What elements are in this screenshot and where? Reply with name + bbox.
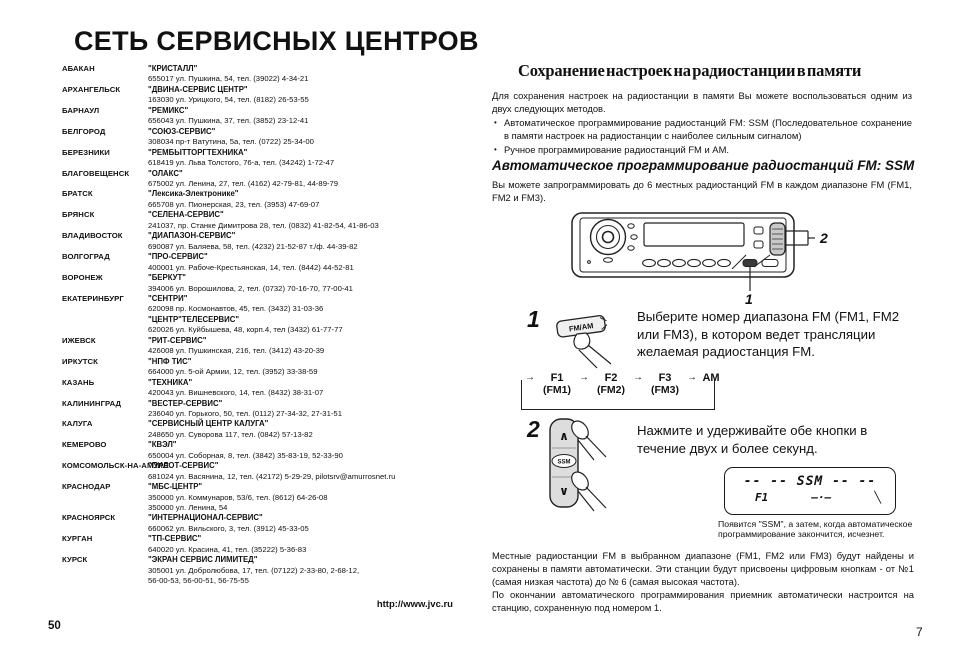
service-center-entries — [148, 294, 464, 336]
service-center-city: КЕМЕРОВО — [62, 440, 107, 450]
service-center-entries — [148, 461, 464, 482]
service-center-entries — [148, 127, 464, 148]
service-center-row — [62, 252, 464, 273]
service-center-name: "ДИАПАЗОН-СЕРВИС" — [148, 231, 236, 241]
service-center-address: 308034 пр-т Ватутина, 5а, тел. (0722) 25-34-00 — [148, 137, 314, 147]
service-center-entries — [148, 85, 464, 106]
band-cycle-row — [524, 372, 724, 396]
bullet-item — [492, 117, 912, 143]
service-center-name: "МБС-ЦЕНТР" — [148, 482, 203, 492]
website-url: http://www.jvc.ru — [376, 599, 453, 610]
service-center-entries — [148, 106, 464, 127]
service-center-address: 394006 ул. Ворошилова, 2, тел. (0732) 70-16-70, 77-00-41 — [148, 283, 353, 293]
step-2-text: Нажмите и удерживайте обе кнопки в течение двух и более секунд. — [637, 423, 868, 456]
service-center-address: 656043 ул. Пушкина, 37, тел. (3852) 23-12-41 — [148, 116, 309, 126]
lcd-frequency-dashes: —·— — [811, 491, 832, 504]
band-label: AM — [702, 372, 720, 384]
service-center-name: "ПИЛОТ-СЕРВИС" — [148, 461, 219, 471]
service-center-row — [62, 189, 464, 210]
band-sublabel: (FM3) — [651, 384, 679, 396]
service-center-city: АРХАНГЕЛЬСК — [62, 84, 121, 94]
service-center-city: КУРГАН — [62, 534, 93, 544]
service-center-row — [62, 336, 464, 357]
service-center-address: 660062 ул. Вильского, 3, тел. (3912) 45-33-05 — [148, 523, 309, 533]
service-center-entries — [148, 148, 464, 169]
service-center-address: 400001 ул. Рабоче-Крестьянская, 14, тел. (8442) 44-52-81 — [148, 262, 354, 272]
service-center-row — [62, 273, 464, 294]
service-center-city: АБАКАН — [62, 64, 95, 73]
step-1-text: Выберите номер диапазона FM (FM1, FM2 или FM3), в котором ведет трансляции желаемая радиостанция FM. — [637, 309, 900, 360]
service-center-address: 655017 ул. Пушкина, 54, тел. (39022) 4-34-21 — [148, 74, 309, 84]
outro-paragraph: Местные радиостанции FM в выбранном диапазоне (FM1, FM2 или FM3) будут найдены и сохранены в памяти автоматически. Эти станции будут присвоены цифровым кнопкам - от №1 (самая низкая частота) до № 6 (самая высокая частота). — [492, 550, 914, 587]
service-center-entries — [148, 378, 464, 399]
lcd-corner-mark: ╲ — [874, 491, 881, 504]
outro-block — [492, 549, 914, 614]
service-center-row — [62, 169, 464, 190]
service-center-city: БЛАГОВЕЩЕНСК — [62, 168, 130, 178]
service-center-address: 350000 ул. Коммунаров, 53/6, тел. (8612) 64-26-08 — [148, 492, 328, 502]
band-cycle-diagram — [518, 372, 723, 412]
service-center-city: БРЯНСК — [62, 210, 95, 220]
subsection-title: Автоматическое программирование радиостанций FM: SSM — [492, 158, 915, 173]
page-number-left: 50 — [48, 620, 61, 632]
band-sublabel: (FM1) — [543, 384, 571, 396]
service-center-entries — [148, 336, 464, 357]
bullet-item — [492, 144, 912, 157]
service-center-city: ЕКАТЕРИНБУРГ — [62, 293, 124, 303]
bullet-text: Автоматическое программирование радиостанций FM: SSM (Последовательное сохранение в памяти настроек на радиостанции с наиболее сильным сигналом) — [504, 116, 912, 141]
service-center-entries — [148, 440, 464, 461]
band-cycle-item — [536, 372, 578, 396]
service-center-address: 620026 ул. Куйбышева, 48, корп.4, тел (3432) 61-77-77 — [148, 325, 343, 335]
service-center-name: "ВЕСТЕР-СЕРВИС" — [148, 398, 223, 408]
car-stereo-illustration — [556, 205, 846, 307]
service-center-row — [62, 378, 464, 399]
service-center-entries — [148, 231, 464, 252]
lcd-caption: Появится "SSM", а затем, когда автоматическое программирование закончится, исчезнет. — [718, 519, 913, 539]
service-center-name: "ОЛАКС" — [148, 168, 183, 178]
service-center-address: 640020 ул. Красина, 41, тел. (35222) 5-36-83 — [148, 544, 307, 554]
step-2-number: 2 — [527, 416, 540, 442]
service-center-entries — [148, 534, 464, 555]
service-center-address: 665708 ул. Пионерская, 23, тел. (3953) 47-69-07 — [148, 199, 320, 209]
service-center-city: КАЛУГА — [62, 419, 93, 429]
lcd-line-2 — [725, 489, 895, 504]
service-center-name: "СЕНТРИ" — [148, 293, 188, 303]
fmam-button-highlight — [743, 260, 757, 267]
service-center-name: "ТП-СЕРВИС" — [148, 534, 202, 544]
service-center-entries — [148, 482, 464, 513]
arrow-right-icon: → — [525, 372, 535, 383]
service-center-row — [62, 231, 464, 252]
service-center-city: БЕЛГОРОД — [62, 126, 106, 136]
band-cycle-item — [698, 372, 724, 384]
service-center-name: "РЕМИКС" — [148, 105, 189, 115]
bullet-icon: • — [494, 144, 497, 154]
service-center-city: ВЛАДИВОСТОК — [62, 231, 123, 241]
service-center-address: 620098 пр. Космонавтов, 45, тел. (3432) 31-03-36 — [148, 304, 324, 314]
finger-icon — [574, 333, 611, 368]
service-center-city: КАЗАНЬ — [62, 377, 95, 387]
service-center-name: "ЦЕНТР"ТЕЛЕСЕРВИС" — [148, 314, 240, 324]
service-center-address: 350000 ул. Ленина, 54 — [148, 503, 228, 513]
lcd-line-1: -- -- SSM -- -- — [743, 474, 877, 489]
service-center-name: "РИТ-СЕРВИС" — [148, 335, 207, 345]
preset-buttons — [643, 259, 731, 266]
service-center-address: 681024 ул. Васянина, 12, тел. (42172) 5-29-29, pilotsrv@amurrosnet.ru — [148, 471, 396, 481]
callout-1-label: 1 — [745, 291, 753, 307]
service-center-city: КУРСК — [62, 555, 88, 565]
service-center-row — [62, 294, 464, 336]
step-1-number: 1 — [527, 306, 540, 332]
service-center-city: ВОРОНЕЖ — [62, 273, 103, 283]
service-center-city: БАРНАУЛ — [62, 105, 100, 115]
service-center-name: "БЕРКУТ" — [148, 273, 186, 283]
service-center-entries — [148, 273, 464, 294]
service-center-name: "ДВИНА-СЕРВИС ЦЕНТР" — [148, 84, 248, 94]
service-center-name: "СОЮЗ-СЕРВИС" — [148, 126, 216, 136]
service-center-address: 420043 ул. Вишневского, 14, тел. (8432) 38-31-07 — [148, 388, 324, 398]
band-cycle-item — [590, 372, 632, 396]
bullet-icon: • — [494, 117, 497, 127]
arrow-right-icon: → — [579, 372, 589, 383]
callout-2-lines — [786, 231, 815, 245]
service-center-city: КОМСОМОЛЬСК-НА-АМУРЕ — [62, 461, 169, 471]
service-center-entries — [148, 64, 464, 85]
service-center-row — [62, 210, 464, 231]
service-center-address: 618419 ул. Льва Толстого, 76-а, тел. (34242) 1-72-47 — [148, 158, 335, 168]
service-center-entries — [148, 189, 464, 210]
service-center-name: "Лексика-Электронике" — [148, 189, 239, 199]
service-center-address: 690087 ул. Баляева, 58, тел. (4232) 21-52-87 т./ф. 44-39-82 — [148, 241, 358, 251]
page-number-right: 7 — [916, 625, 923, 639]
bullet-text: Ручное программирование радиостанций FM и AM. — [504, 143, 729, 155]
service-center-name: "СЕРВИСНЫЙ ЦЕНТР КАЛУГА" — [148, 419, 269, 429]
callout-2-label: 2 — [820, 230, 828, 246]
intro-paragraph: Для сохранения настроек на радиостанции в памяти Вы можете воспользоваться одним из двух следующих методов. — [492, 90, 912, 114]
service-center-row — [62, 399, 464, 420]
service-center-address: 675002 ул. Ленина, 27, тел. (4162) 42-79-81, 44-89-79 — [148, 178, 339, 188]
service-center-entries — [148, 252, 464, 273]
subsection-intro: Вы можете запрограммировать до 6 местных радиостанций FM в каждом диапазоне FM (FM1, FM2 и FM3). — [492, 179, 912, 203]
service-center-address: 56-00-53, 56-00-51, 56-75-55 — [148, 576, 249, 586]
lcd-band: F1 — [755, 491, 769, 504]
service-center-address: 248650 ул. Суворова 117, тел. (0842) 57-13-82 — [148, 429, 313, 439]
service-center-name: "РЕМБЫТТОРГТЕХНИКА" — [148, 147, 248, 157]
service-center-address: 241037, пр. Станке Димитрова 28, тел. (0832) 41-82-54, 41-86-03 — [148, 220, 379, 230]
fmam-button-illustration — [545, 312, 623, 370]
band-label: F1 — [550, 372, 564, 384]
service-center-address: 664000 ул. 5-ой Армии, 12, тел. (3952) 33-38-59 — [148, 367, 318, 377]
service-center-address: 163030 ул. Урицкого, 54, тел. (8182) 26-53-55 — [148, 95, 309, 105]
service-center-row — [62, 513, 464, 534]
service-center-row — [62, 64, 464, 85]
seek-rocker — [754, 223, 785, 267]
service-center-row — [62, 148, 464, 169]
service-center-entries — [148, 399, 464, 420]
ssm-label: SSM — [557, 459, 571, 466]
service-center-entries — [148, 419, 464, 440]
section-title: Сохранение настроек на радиостанции в памяти — [518, 61, 862, 80]
service-center-city: БЕРЕЗНИКИ — [62, 147, 110, 157]
service-center-entries — [148, 513, 464, 534]
service-center-list — [62, 64, 464, 587]
service-center-name: "ТЕХНИКА" — [148, 377, 193, 387]
volume-knob — [588, 220, 638, 264]
service-center-row — [62, 461, 464, 482]
service-center-entries — [148, 555, 464, 586]
arrow-right-icon: → — [633, 372, 643, 383]
band-label: F3 — [658, 372, 672, 384]
service-center-row — [62, 419, 464, 440]
lcd-display — [724, 467, 896, 515]
service-center-row — [62, 106, 464, 127]
service-center-name: "ЭКРАН СЕРВИС ЛИМИТЕД" — [148, 555, 258, 565]
service-center-row — [62, 127, 464, 148]
service-center-city: БРАТСК — [62, 189, 93, 199]
arrow-right-icon: → — [687, 372, 697, 383]
service-center-name: "ПРО-СЕРВИС" — [148, 252, 208, 262]
band-cycle-item — [644, 372, 686, 396]
fmam-button-label: FM/AM — [568, 321, 594, 334]
service-center-row — [62, 482, 464, 513]
service-center-row — [62, 85, 464, 106]
service-center-city: КРАСНОДАР — [62, 482, 111, 492]
rocker-button-illustration — [544, 415, 610, 515]
service-center-entries — [148, 169, 464, 190]
service-center-address: 236040 ул. Горького, 50, тел. (0112) 27-34-32, 27-31-51 — [148, 408, 342, 418]
page-title: СЕТЬ СЕРВИСНЫХ ЦЕНТРОВ — [74, 26, 479, 56]
service-center-entries — [148, 357, 464, 378]
service-center-city: ВОЛГОГРАД — [62, 252, 110, 262]
service-center-name: "СЕЛЕНА-СЕРВИС" — [148, 210, 224, 220]
service-center-address: 305001 ул. Добролюбова, 17, тел. (07122) 2-33-80, 2-68-12, — [148, 565, 360, 575]
service-center-city: КРАСНОЯРСК — [62, 513, 116, 523]
service-center-city: КАЛИНИНГРАД — [62, 398, 122, 408]
outro-paragraph: По окончании автоматического программирования приемник автоматически настроится на станцию, сохраненную под номером 1. — [492, 589, 914, 613]
service-center-row — [62, 357, 464, 378]
band-label: F2 — [604, 372, 618, 384]
service-center-address: 650004 ул. Соборная, 8, тел. (3842) 35-83-19, 52-33-90 — [148, 450, 343, 460]
service-center-name: "ИНТЕРНАЦИОНАЛ-СЕРВИС" — [148, 513, 263, 523]
service-center-city: ИРКУТСК — [62, 356, 98, 366]
service-center-entries — [148, 210, 464, 231]
service-center-city: ИЖЕВСК — [62, 335, 96, 345]
service-center-name: "НПФ ТИС" — [148, 356, 192, 366]
service-center-name: "КРИСТАЛЛ" — [148, 64, 198, 73]
service-center-row — [62, 555, 464, 586]
service-center-address: 426008 ул. Пушкинская, 216, тел. (3412) 43-20-39 — [148, 346, 325, 356]
band-sublabel: (FM2) — [597, 384, 625, 396]
intro-block — [492, 90, 912, 157]
service-center-name: "КВЭЛ" — [148, 440, 177, 450]
rocker-down-icon: ∨ — [559, 484, 569, 498]
service-center-row — [62, 534, 464, 555]
stereo-display — [644, 223, 744, 246]
service-center-row — [62, 440, 464, 461]
rocker-up-icon: ∧ — [559, 429, 569, 443]
